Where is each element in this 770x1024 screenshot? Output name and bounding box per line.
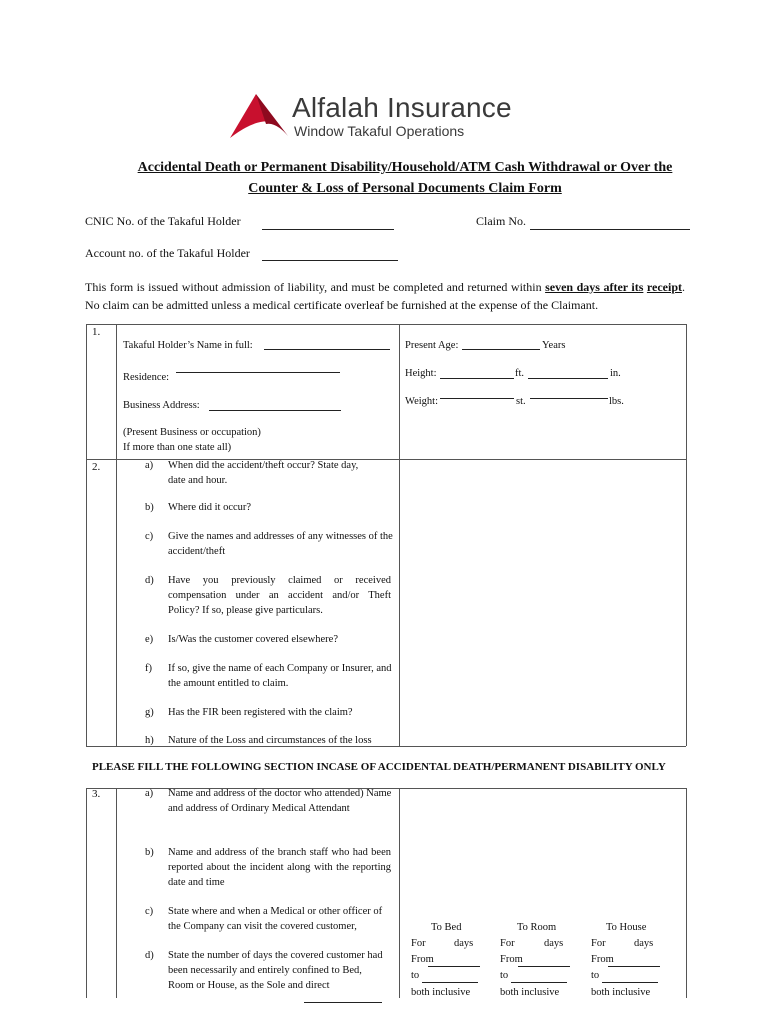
height-in-unit: in. <box>610 368 621 379</box>
age-unit: Years <box>542 340 566 351</box>
bottom-signature-line[interactable] <box>304 1002 382 1003</box>
question-text: Name and address of the doctor who attended) Name and address of Ordinary Medical Attendant <box>168 788 392 814</box>
present-age-field[interactable] <box>462 349 540 350</box>
cnic-label: CNIC No. of the Takaful Holder <box>85 214 241 228</box>
form-title-line1: Accidental Death or Permanent Disability/Household/ATM Cash Withdrawal or Over the <box>137 160 673 175</box>
intro-bold-2: receipt <box>646 280 682 294</box>
weight-st-field[interactable] <box>440 398 514 399</box>
to-label: to <box>591 970 600 981</box>
occupation-note: (Present Business or occupation) <box>123 427 261 438</box>
item-letter: b) <box>145 502 154 513</box>
occupation-note-2: If more than one state all) <box>123 442 232 453</box>
section2-number: 2. <box>92 461 101 473</box>
confinement-heading: To House <box>606 922 647 933</box>
weight-st-unit: st. <box>516 396 526 407</box>
height-in-field[interactable] <box>528 378 608 379</box>
item-letter: a) <box>145 788 154 799</box>
question-text: State where and when a Medical or other officer of the Company can visit the covered customer, <box>168 906 383 932</box>
from-label: From <box>591 954 614 965</box>
item-letter: c) <box>145 531 154 542</box>
weight-label: Weight: <box>405 396 438 407</box>
intro-text-1: This form is issued without admission of liability, and must be completed and returned within <box>85 280 546 294</box>
present-age-label: Present Age: <box>405 340 459 351</box>
intro-text-2: . No claim can be admitted unless a medical certificate overleaf be furnished at the expense of the Claimant. <box>85 280 685 312</box>
item-letter: e) <box>145 634 154 645</box>
holder-name-field[interactable] <box>264 349 390 350</box>
question-text: Name and address of the branch staff who had been reported about the incident along with the reporting date and time <box>168 847 391 888</box>
to-label: to <box>500 970 509 981</box>
intro-bold-1: seven days after its <box>545 280 644 294</box>
confinement-heading: To Room <box>517 922 557 933</box>
question-text: When did the accident/theft occur? State day, date and hour. <box>168 460 359 486</box>
item-letter: f) <box>145 663 152 674</box>
business-address-label: Business Address: <box>123 400 200 411</box>
question-text: State the number of days the covered customer had been necessarily and entirely confined to Bed, Room or House, as the Sole and direct <box>168 950 383 991</box>
section1-number: 1. <box>92 326 101 338</box>
from-label: From <box>411 954 434 965</box>
inclusive-label: both inclusive <box>500 987 560 998</box>
confinement-heading: To Bed <box>431 922 462 933</box>
question-text: Has the FIR been registered with the claim? <box>168 707 353 718</box>
section3-heading: PLEASE FILL THE FOLLOWING SECTION INCASE OF ACCIDENTAL DEATH/PERMANENT DISABILITY ONLY <box>92 761 666 773</box>
from-field[interactable] <box>518 966 570 967</box>
to-label: to <box>411 970 420 981</box>
residence-field[interactable] <box>176 372 340 373</box>
weight-lbs-field[interactable] <box>530 398 608 399</box>
claim-no-field[interactable] <box>530 229 690 230</box>
question-text: Give the names and addresses of any witnesses of the accident/theft <box>168 531 393 557</box>
height-ft-field[interactable] <box>440 378 514 379</box>
account-label: Account no. of the Takaful Holder <box>85 246 250 260</box>
for-label: For <box>591 938 606 949</box>
brand-subtitle: Window Takaful Operations <box>294 123 465 139</box>
intro-paragraph <box>85 278 685 314</box>
business-address-field[interactable] <box>209 410 341 411</box>
question-text: Nature of the Loss and circumstances of the loss <box>168 735 372 746</box>
holder-name-label: Takaful Holder’s Name in full: <box>123 340 253 351</box>
residence-label: Residence: <box>123 372 170 383</box>
brand-name: Alfalah Insurance <box>292 92 512 123</box>
claim-no-label: Claim No. <box>476 214 526 228</box>
question-text: Is/Was the customer covered elsewhere? <box>168 634 338 645</box>
item-letter: c) <box>145 906 154 917</box>
from-field[interactable] <box>608 966 660 967</box>
question-text: Where did it occur? <box>168 502 252 513</box>
question-text: Have you previously claimed or received compensation under an accident and/or Theft Policy? If so, please give particulars. <box>168 575 391 616</box>
to-field[interactable] <box>602 982 658 983</box>
item-letter: b) <box>145 847 154 858</box>
for-label: For <box>411 938 426 949</box>
section3-number: 3. <box>92 788 101 800</box>
question-text: If so, give the name of each Company or Insurer, and the amount entitled to claim. <box>168 663 392 689</box>
item-letter: g) <box>145 707 154 718</box>
from-field[interactable] <box>428 966 480 967</box>
item-letter: d) <box>145 575 154 586</box>
days-label: days <box>634 938 654 949</box>
item-letter: h) <box>145 735 154 746</box>
inclusive-label: both inclusive <box>591 987 651 998</box>
days-label: days <box>454 938 474 949</box>
days-label: days <box>544 938 564 949</box>
to-field[interactable] <box>511 982 567 983</box>
account-field[interactable] <box>262 260 398 261</box>
weight-lbs-unit: lbs. <box>609 396 624 407</box>
height-label: Height: <box>405 368 437 379</box>
for-label: For <box>500 938 515 949</box>
height-ft-unit: ft. <box>515 368 525 379</box>
logo-mark-icon <box>226 92 290 142</box>
inclusive-label: both inclusive <box>411 987 471 998</box>
form-title-line2: Counter & Loss of Personal Documents Claim Form <box>248 181 562 196</box>
from-label: From <box>500 954 523 965</box>
item-letter: d) <box>145 950 154 961</box>
to-field[interactable] <box>422 982 478 983</box>
cnic-field[interactable] <box>262 229 394 230</box>
item-letter: a) <box>145 460 154 471</box>
